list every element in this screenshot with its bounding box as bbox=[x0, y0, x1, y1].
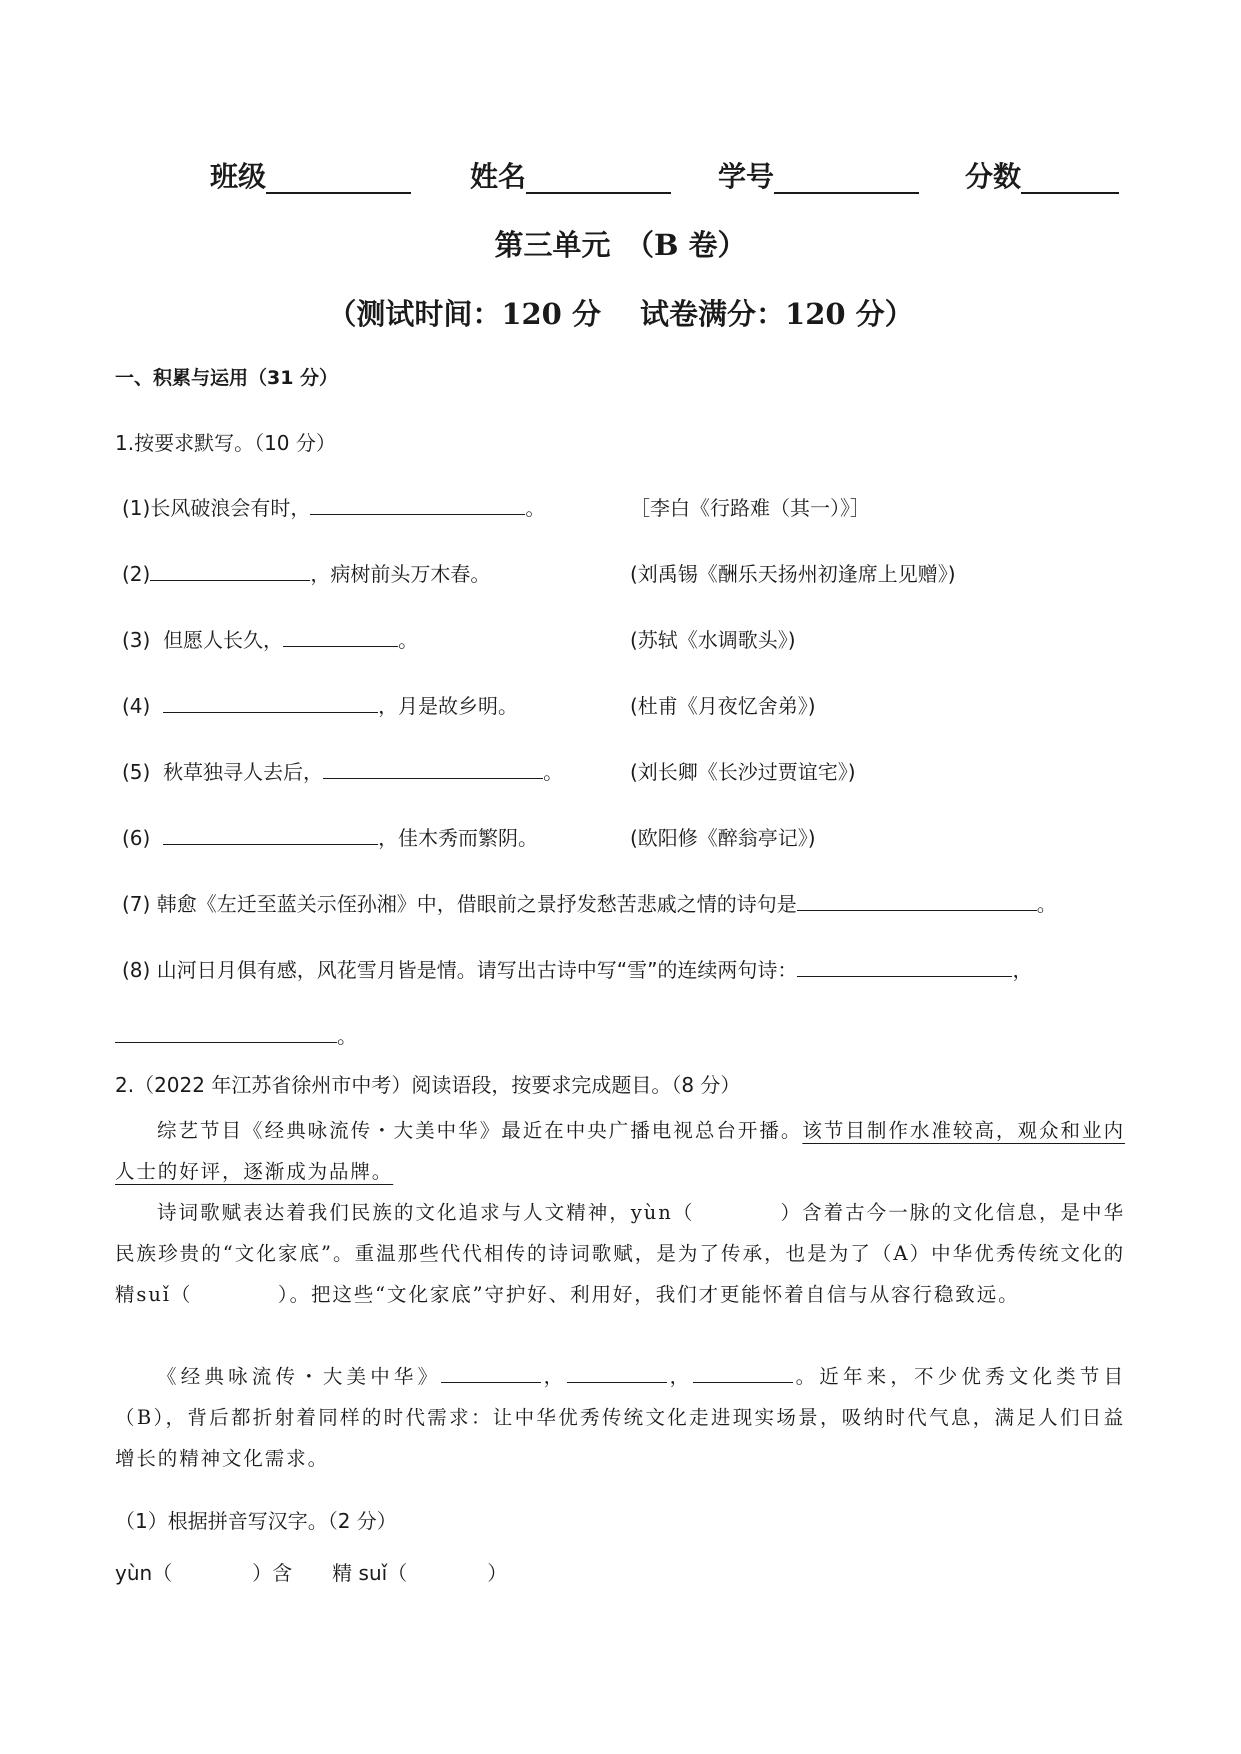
item-number: (4) bbox=[122, 694, 151, 718]
item-text: ， bbox=[1012, 958, 1033, 982]
pinyin: yùn bbox=[630, 1201, 673, 1224]
passage-paragraph-2 bbox=[115, 1192, 1125, 1315]
source-citation: ［李白《行路难（其一）》］ bbox=[630, 496, 870, 520]
item-text: ，病树前头万木春。 bbox=[310, 562, 491, 586]
passage-text: 《经典咏流传・大美中华》 bbox=[157, 1365, 442, 1388]
answer-blank[interactable] bbox=[150, 561, 310, 581]
answer-blank[interactable] bbox=[115, 1023, 337, 1043]
class-blank[interactable] bbox=[266, 164, 411, 194]
answer-blank[interactable] bbox=[163, 825, 378, 845]
answer-blank[interactable] bbox=[441, 1363, 541, 1383]
item-text: ，佳木秀而繁阴。 bbox=[378, 826, 539, 850]
recite-item-2 bbox=[122, 561, 490, 587]
recite-item-8-continued bbox=[115, 1023, 357, 1049]
question-2-title: 2.（2022 年江苏省徐州市中考）阅读语段，按要求完成题目。（8 分） bbox=[115, 1073, 741, 1097]
recite-item-1 bbox=[122, 495, 545, 521]
source-citation: (杜甫《月夜忆舍弟》) bbox=[630, 694, 816, 718]
passage-text: 。近年来，不少优秀文化类节目（B），背后都折射着同样的时代需求：让中华优秀传统文化走进现实场景，吸纳时代气息，满足人们日益增长的精神文化需求。 bbox=[115, 1365, 1125, 1470]
answer-blank[interactable] bbox=[283, 627, 398, 647]
student-id-field[interactable] bbox=[718, 160, 919, 194]
item-number: (3) bbox=[122, 628, 151, 652]
recite-item-8 bbox=[122, 957, 1032, 983]
pinyin: suǐ bbox=[136, 1283, 171, 1306]
score-blank[interactable] bbox=[1021, 164, 1119, 194]
item-text: 秋草独寻人去后， bbox=[163, 760, 324, 784]
item-number: (5) bbox=[122, 760, 151, 784]
exam-title: 第三单元 （B 卷） bbox=[494, 228, 747, 262]
underlined-sentence: 该节目制作水准较高，观众和业内人士的好评，逐渐成为品牌。 bbox=[115, 1119, 1125, 1183]
question-1-title: 1.按要求默写。（10 分） bbox=[115, 431, 336, 455]
item-text: 但愿人长久， bbox=[163, 628, 284, 652]
source-citation: (刘禹锡《酬乐天扬州初逢席上见赠》) bbox=[630, 562, 956, 586]
answer-blank[interactable] bbox=[797, 891, 1037, 911]
item-text: 。 bbox=[1036, 892, 1057, 916]
passage-text: ， bbox=[667, 1365, 694, 1388]
item-text: 韩愈《左迁至蓝关示侄孙湘》中，借眼前之景抒发愁苦悲戚之情的诗句是 bbox=[156, 892, 797, 916]
item-text: 。 bbox=[337, 1024, 357, 1048]
item-number: (8) bbox=[122, 958, 151, 982]
passage-text: （ ）。把这些“文化家底”守护好、利用好，我们才更能怀着自信与从容行稳致远。 bbox=[170, 1283, 1020, 1306]
recite-item-6 bbox=[122, 825, 538, 851]
item-text: 。 bbox=[398, 628, 419, 652]
answer-blank[interactable] bbox=[567, 1363, 667, 1383]
item-number: (6) bbox=[122, 826, 151, 850]
answer-blank[interactable] bbox=[797, 957, 1012, 977]
recite-item-3 bbox=[122, 627, 418, 653]
item-number: (2) bbox=[122, 562, 151, 586]
item-number: (7) bbox=[122, 892, 151, 916]
item-text: 。 bbox=[525, 496, 546, 520]
item-text: 。 bbox=[543, 760, 564, 784]
recite-item-5 bbox=[122, 759, 563, 785]
exam-subtitle: （测试时间：120 分 试卷满分：120 分） bbox=[327, 297, 914, 331]
passage-text: ， bbox=[541, 1365, 568, 1388]
score-label: 分数 bbox=[965, 160, 1022, 193]
recite-item-4 bbox=[122, 693, 518, 719]
item-text: 山河日月俱有感，风花雪月皆是情。请写出古诗中写“雪”的连续两句诗： bbox=[156, 958, 798, 982]
answer-blank[interactable] bbox=[163, 693, 378, 713]
answer-blank[interactable] bbox=[323, 759, 543, 779]
passage-text: 综艺节目《经典咏流传・大美中华》最近在中央广播电视总台开播。 bbox=[157, 1119, 803, 1142]
source-citation: (刘长卿《长沙过贾谊宅》) bbox=[630, 760, 856, 784]
source-citation: (欧阳修《醉翁亭记》) bbox=[630, 826, 816, 850]
name-field[interactable] bbox=[470, 160, 671, 194]
class-field[interactable] bbox=[210, 160, 411, 194]
passage-paragraph-3 bbox=[115, 1356, 1125, 1479]
sub-question-1-answer-line[interactable]: yùn（ ）含 精 suǐ（ ） bbox=[115, 1561, 508, 1585]
answer-blank[interactable] bbox=[310, 495, 525, 515]
passage-text: （ ）含着古今一脉的文化信息，是中华民族珍贵的“文化家底”。重温那些代代相传的诗词歌赋，是为了传承，也是为了（A）中华优秀传统文化的精 bbox=[115, 1201, 1125, 1306]
name-label: 姓名 bbox=[470, 160, 527, 193]
item-number: (1) bbox=[122, 496, 151, 520]
sub-question-1: （1）根据拼音写汉字。（2 分） bbox=[115, 1509, 397, 1533]
passage-paragraph-1 bbox=[115, 1110, 1125, 1192]
item-text: 长风破浪会有时， bbox=[150, 496, 311, 520]
section-heading: 一、积累与运用（31 分） bbox=[115, 367, 339, 389]
passage-text: 诗词歌赋表达着我们民族的文化追求与人文精神， bbox=[157, 1201, 631, 1224]
name-blank[interactable] bbox=[526, 164, 671, 194]
item-text: ，月是故乡明。 bbox=[378, 694, 519, 718]
class-label: 班级 bbox=[210, 160, 267, 193]
student-id-blank[interactable] bbox=[774, 164, 919, 194]
recite-item-7 bbox=[122, 891, 1057, 917]
answer-blank[interactable] bbox=[693, 1363, 793, 1383]
student-id-label: 学号 bbox=[718, 160, 775, 193]
score-field[interactable] bbox=[965, 160, 1119, 194]
source-citation: (苏轼《水调歌头》) bbox=[630, 628, 796, 652]
student-info-row bbox=[0, 160, 1241, 200]
